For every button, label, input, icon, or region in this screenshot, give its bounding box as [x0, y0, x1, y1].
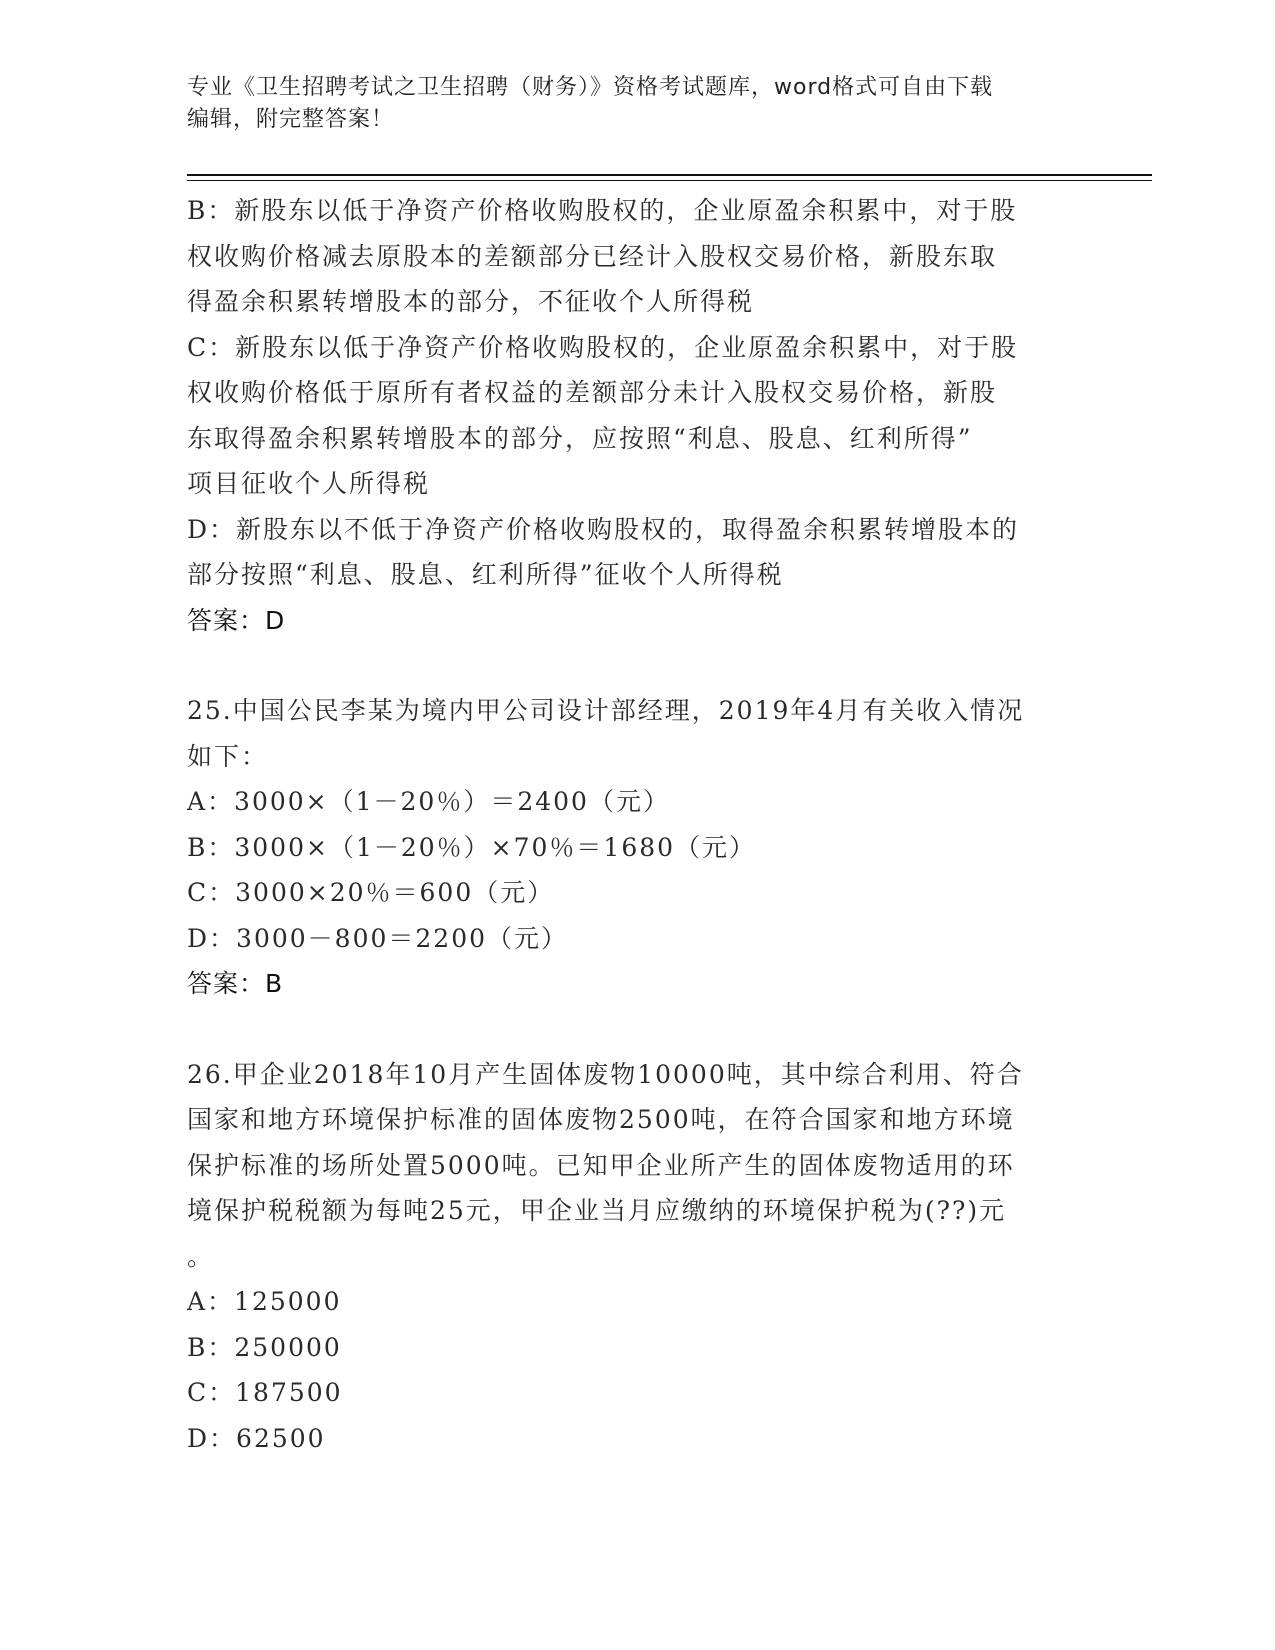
q26-option-c: C：187500 [187, 1378, 343, 1407]
document-body [187, 188, 1087, 1461]
q25-option-b: B：3000×（1－20％）×70％＝1680（元） [187, 832, 757, 862]
q26-stem-line-2: 国家和地方环境保护标准的固体废物2500吨，在符合国家和地方环境 [187, 1105, 1015, 1134]
q24-option-d-line-1: D：新股东以不低于净资产价格收购股权的，取得盈余积累转增股本的 [187, 514, 1020, 544]
header-divider-thin [187, 180, 1152, 181]
q26-stem-line-1: 26.甲企业2018年10月产生固体废物10000吨，其中综合利用、符合 [187, 1059, 1024, 1089]
q24-option-b-line-2: 权收购价格减去原股本的差额部分已经计入股权交易价格，新股东取 [187, 241, 998, 271]
spacer [187, 1007, 1087, 1052]
q24-option-c-line-4: 项目征收个人所得税 [187, 469, 431, 498]
header-divider [187, 174, 1152, 176]
q26-option-b: B：250000 [187, 1332, 342, 1362]
q25-stem-line-2: 如下： [187, 741, 269, 771]
q25-option-d: D：3000－800＝2200（元） [187, 923, 569, 953]
q24-option-c-line-1: C：新股东以低于净资产价格收购股权的，企业原盈余积累中，对于股 [187, 332, 1019, 362]
q25-answer: 答案：B [187, 969, 284, 998]
q24-option-c-line-2: 权收购价格低于原所有者权益的差额部分未计入股权交易价格，新股 [187, 378, 998, 407]
q24-option-b-line-1: B：新股东以低于净资产价格收购股权的，企业原盈余积累中，对于股 [187, 196, 1018, 225]
document-header [187, 72, 1087, 136]
q24-option-c-line-3: 东取得盈余积累转增股本的部分，应按照“利息、股息、红利所得” [187, 423, 973, 453]
header-line-1: 专业《卫生招聘考试之卫生招聘（财务）》资格考试题库，word格式可自由下载 [187, 75, 994, 100]
q26-option-d: D：62500 [187, 1423, 326, 1453]
q26-option-a: A：125000 [187, 1287, 342, 1316]
question-24-options [187, 188, 1087, 643]
q24-option-b-line-3: 得盈余积累转增股本的部分，不征收个人所得税 [187, 287, 755, 316]
q26-stem-line-3: 保护标准的场所处置5000吨。已知甲企业所产生的固体废物适用的环 [187, 1150, 1015, 1180]
question-25 [187, 688, 1087, 1007]
header-line-2: 编辑，附完整答案！ [187, 107, 395, 132]
q25-stem-line-1: 25.中国公民李某为境内甲公司设计部经理，2019年4月有关收入情况 [187, 696, 1025, 725]
question-26 [187, 1052, 1087, 1462]
q26-stem-line-5: 。 [187, 1241, 215, 1271]
q24-option-d-line-2: 部分按照“利息、股息、红利所得”征收个人所得税 [187, 560, 784, 589]
q25-option-c: C：3000×20％＝600（元） [187, 878, 555, 907]
q25-option-a: A：3000×（1－20％）＝2400（元） [187, 787, 670, 816]
q24-answer: 答案：D [187, 605, 286, 635]
q26-stem-line-4: 境保护税税额为每吨25元，甲企业当月应缴纳的环境保护税为(??)元 [187, 1196, 1007, 1225]
spacer [187, 643, 1087, 688]
